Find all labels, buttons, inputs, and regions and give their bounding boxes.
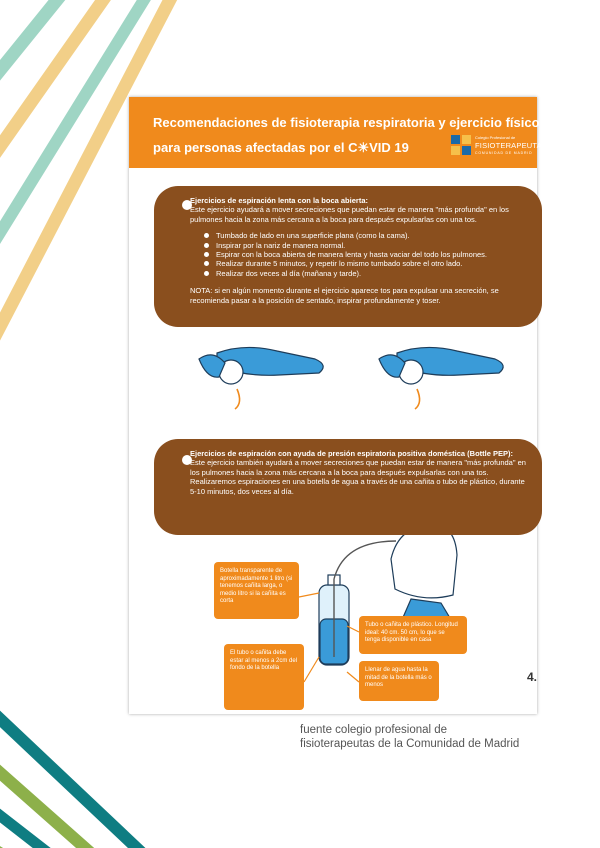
- logo-line-2: FISIOTERAPEUTAS: [475, 141, 548, 150]
- exercise-1-heading: Ejercicios de espiración lenta con la boca abierta:: [190, 196, 368, 205]
- logo-line-3: COMUNIDAD DE MADRID: [475, 151, 533, 155]
- caption-line-1: fuente colegio profesional de: [300, 724, 448, 736]
- title-line-2: para personas afectadas por el C☀VID 19: [153, 140, 409, 155]
- illustrations: [129, 97, 537, 714]
- step-item: Inspirar por la nariz de manera normal.: [202, 241, 530, 250]
- exercise-2-text: Este ejercicio también ayudará a mover secreciones que puedan estar de manera "más profunda" en los pulmones hacia la zona más cercana a la boca para después expulsarlas con una tos. Realizaremos espiraciones en una botella de agua a través de una cañita o tubo de plástico, durante 5-10 minutos, dos veces al día.: [190, 458, 526, 496]
- step-item: Realizar dos veces al día (mañana y tarde).: [202, 269, 530, 278]
- callout-tube: Tubo o cañita de plástico. Longitud ideal: 40 cm. 50 cm, lo que se tenga disponible en casa: [359, 616, 467, 654]
- lying-figure-left: [199, 347, 323, 409]
- exercise-2-heading: Ejercicios de espiración con ayuda de presión espiratoria positiva doméstica (Bottle PEP):: [190, 449, 514, 458]
- lying-figure-right: [379, 347, 503, 409]
- callout-tip: El tubo o cañita debe estar al menos a 2cm del fondo de la botella: [224, 644, 304, 710]
- page-number: 4.: [527, 670, 538, 684]
- step-item: Espirar con la boca abierta de manera lenta y hasta vaciar del todo los pulmones.: [202, 250, 530, 259]
- caption-line-2: fisioterapeutas de la Comunidad de Madrid: [300, 738, 520, 750]
- callout-water: Llenar de agua hasta la mitad de la botella más o menos: [359, 661, 439, 701]
- exercise-2-box: [154, 439, 542, 535]
- title-line-1: Recomendaciones de fisioterapia respiratoria y ejercicio físico: [153, 115, 540, 130]
- infographic-page: [129, 97, 548, 714]
- step-item: Realizar durante 5 minutos, y repetir lo mismo tumbado sobre el otro lado.: [202, 259, 530, 268]
- exercise-1-text: Este ejercicio ayudará a mover secreciones que puedan estar de manera "más profunda" en los pulmones hacia la zona más cercana a la boca para después expulsarlas con una tos.: [190, 205, 509, 224]
- exercise-1-note: NOTA: si en algún momento durante el ejercicio aparece tos para expulsar una secreción, se recomienda pasar a la posición de sentado, inspirar profundamente y toser.: [190, 286, 499, 305]
- source-caption: [300, 723, 519, 751]
- callout-bottle: Botella transparente de aproximadamente 1 litro (si tenemos cañita larga, o medio litro si la cañita es corta: [214, 562, 299, 619]
- step-item: Tumbado de lado en una superficie plana (como la cama).: [202, 231, 530, 240]
- logo-line-1: Colegio Profesional de: [475, 135, 516, 140]
